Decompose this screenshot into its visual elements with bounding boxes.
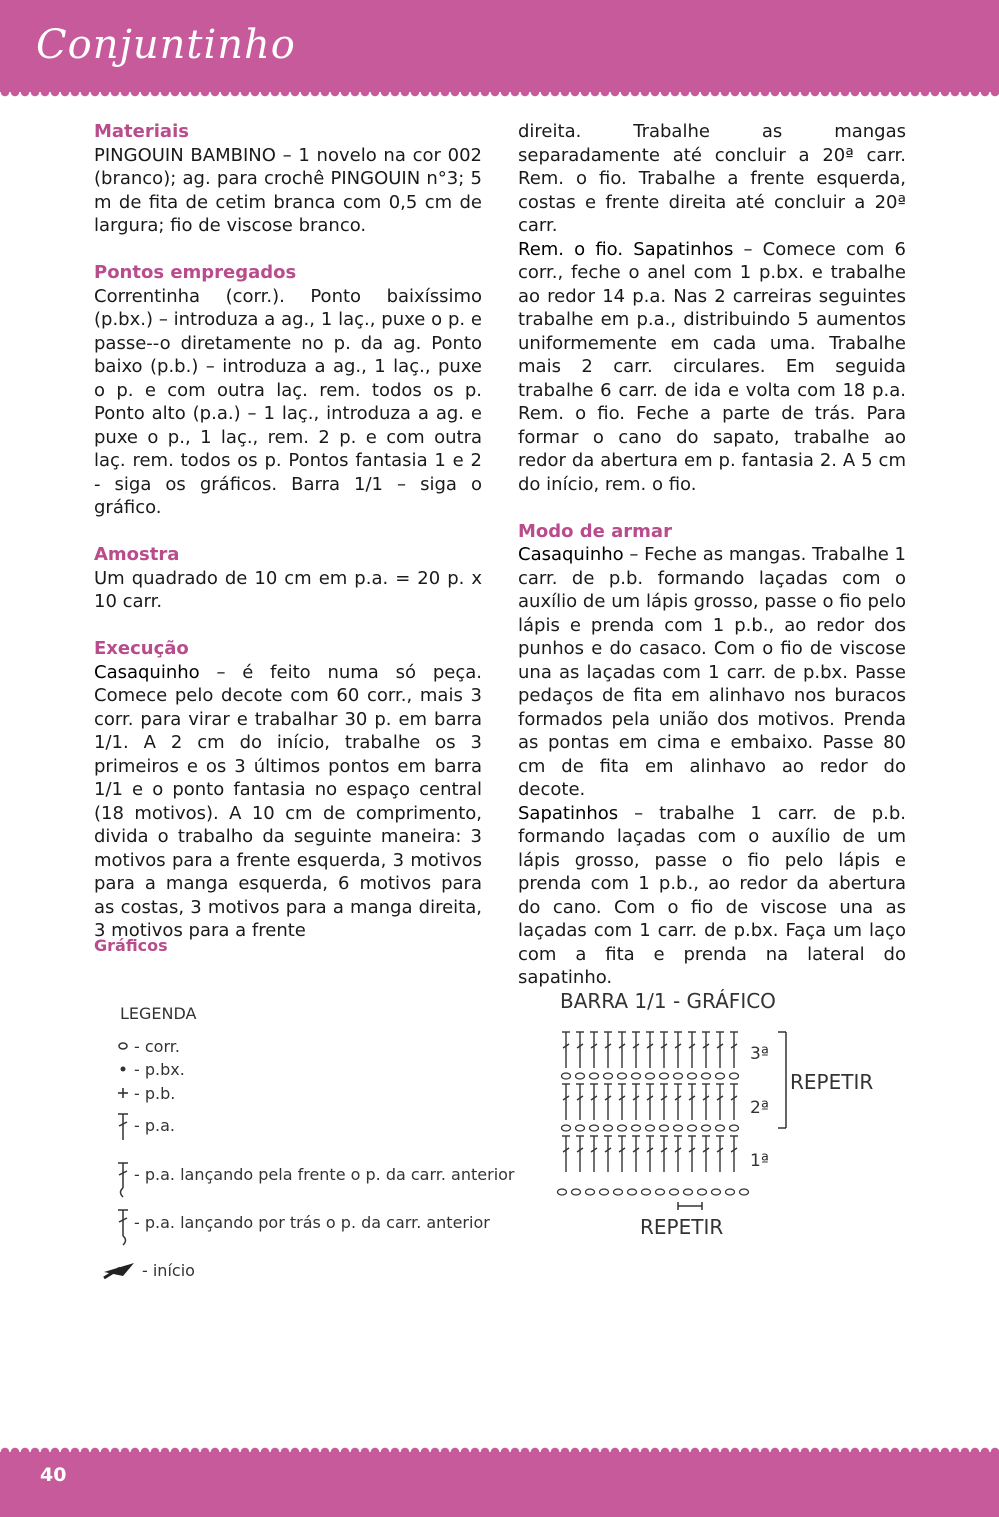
chain-stitch (576, 1125, 585, 1131)
materiais-heading: Materiais (94, 121, 189, 142)
chain-stitch (712, 1189, 721, 1195)
page-number: 40 (40, 1464, 67, 1486)
chain-stitch (576, 1073, 585, 1079)
casaquinho-text: – Feche as mangas. Trabalhe 1 carr. de p.b. formando laçadas com o auxílio de um lápis grosso, passe o fio pelo lápis e prenda com 1 p.b., ao redor dos punhos e do casaco. Com o fio de viscose una as laçadas com 1 carr. de p.bx. Passe pedaços de fita em alinhavo nos buracos formados pela união dos motivos. Prenda as pontas em cima e embaixo. Passe 80 cm de fita em alinhavo ao redor do decote. (518, 544, 906, 800)
chain-stitch (618, 1125, 627, 1131)
repeat-bracket-vertical (778, 1032, 786, 1128)
row-label-1: 1ª (750, 1151, 769, 1171)
chain-icon (119, 1043, 127, 1049)
right-column (518, 120, 906, 990)
legend-label-pa: - p.a. (134, 1116, 175, 1135)
chain-stitch (730, 1073, 739, 1079)
amostra-text: Um quadrado de 10 cm em p.a. = 20 p. x 10 carr. (94, 567, 482, 612)
barra-chart-title: BARRA 1/1 - GRÁFICO (560, 989, 776, 1013)
execucao-paragraph (94, 661, 482, 943)
chain-stitch (632, 1125, 641, 1131)
chain-stitch (702, 1125, 711, 1131)
chain-stitch (586, 1189, 595, 1195)
chain-stitch (590, 1073, 599, 1079)
modo-heading: Modo de armar (518, 520, 672, 542)
chain-stitch (670, 1189, 679, 1195)
chain-stitch (646, 1125, 655, 1131)
chain-stitch (614, 1189, 623, 1195)
chain-stitch (572, 1189, 581, 1195)
row-label-2: 2ª (750, 1098, 769, 1118)
legend-label-pbx: - p.bx. (134, 1060, 185, 1079)
plus-icon (118, 1088, 128, 1098)
row-label-3: 3ª (750, 1044, 769, 1064)
rem-lead: Rem. o fio. Sapatinhos (518, 238, 734, 260)
chain-stitch (558, 1189, 567, 1195)
chain-stitch (698, 1189, 707, 1195)
chain-stitch (702, 1073, 711, 1079)
front-post-icon (118, 1163, 128, 1197)
sapatinhos-execucao-paragraph (518, 238, 906, 497)
sapatinhos-paragraph (518, 802, 906, 990)
chain-stitch (730, 1125, 739, 1131)
casaquinho-lead: Casaquinho (518, 544, 624, 565)
rem-text: – Comece com 6 corr., feche o anel com 1 p.bx. e trabalhe ao redor 14 p.a. Nas 2 carreiras seguintes trabalhe em p.a., distribuindo 5 aumentos uniformemente em cada uma. Trabalhe mais 2 carr. circulares. Em seguida trabalhe 6 carr. de ida e volta com 18 p.a. Rem. o fio. Feche a parte de trás. Para formar o cano do sapato, trabalhe ao redor da abertura em p. fantasia 2. A 5 cm do início, rem. o fio. (518, 238, 906, 495)
chain-stitch (674, 1125, 683, 1131)
execucao-lead: Casaquinho (94, 661, 200, 683)
sapatinhos-text: – trabalhe 1 carr. de p.b. formando laçadas com o auxílio de um lápis grosso, passe o fio pelo lápis e prenda com 1 p.b., ao redor da abertura do cano. Com o fio de viscose una as laçadas com 1 carr. de p.bx. Faça um laço com a fita e prenda na lateral do sapatinho. (518, 802, 906, 988)
chain-stitch (656, 1189, 665, 1195)
execucao-heading: Execução (94, 638, 189, 659)
legend-label-back-post: - p.a. lançando por trás o p. da carr. anterior (134, 1213, 490, 1232)
execucao-text: – é feito numa só peça. Comece pelo decote com 60 corr., mais 3 corr. para virar e trabalhar 30 p. em barra 1/1. A 2 cm do início, trabalhe os 3 primeiros e os 3 últimos pontos em barra 1/1 e o ponto fantasia no espaço central (18 motivos). A 10 cm de comprimento, divida o trabalho da seguinte maneira: 3 motivos para a frente esquerda, 3 motivos para a manga esquerda, 6 motivos para as costas, 3 motivos para a manga direita, 3 motivos para a frente (94, 661, 482, 941)
page-title: Conjuntinho (36, 22, 296, 68)
materiais-text: PINGOUIN BAMBINO – 1 novelo na cor 002 (branco); ag. para crochê PINGOUIN n°3; 5 m de fita de cetim branca com 0,5 cm de largura; fio de viscose branco. (94, 144, 482, 236)
left-column (94, 120, 482, 943)
stitch-grid (558, 1032, 749, 1195)
scallop-border-top (0, 92, 999, 100)
chain-stitch (604, 1125, 613, 1131)
chain-stitch (604, 1073, 613, 1079)
chain-stitch (562, 1073, 571, 1079)
chain-stitch (590, 1125, 599, 1131)
chain-stitch (642, 1189, 651, 1195)
sapatinhos-lead: Sapatinhos (518, 802, 619, 824)
chain-stitch (618, 1073, 627, 1079)
pontos-text: Correntinha (corr.). Ponto baixíssimo (p.bx.) – introduza a ag., 1 laç., puxe o p. e passe--o diretamente no p. da ag. Ponto baixo (p.b.) – introduza a ag., 1 laç., puxe o p. e com outra laç. rem. todos os p. Ponto alto (p.a.) – 1 laç., introduza a ag. e puxe o p., 1 laç., rem. 2 p. e com outra laç. rem. todos os p. Pontos fantasia 1 e 2 - siga os gráficos. Barra 1/1 – siga o gráfico. (94, 285, 482, 518)
chain-stitch (632, 1073, 641, 1079)
legend-label-inicio: - início (142, 1261, 195, 1280)
chain-stitch (688, 1073, 697, 1079)
repeat-bracket-horizontal (678, 1202, 702, 1210)
double-crochet-icon (118, 1114, 128, 1140)
scallop-border-bottom (0, 1444, 999, 1452)
chain-stitch (628, 1189, 637, 1195)
chain-stitch (660, 1073, 669, 1079)
chain-stitch (726, 1189, 735, 1195)
dot-icon (121, 1067, 126, 1072)
chain-stitch (688, 1125, 697, 1131)
page-header (0, 0, 999, 92)
legend-label-corr: - corr. (134, 1037, 180, 1056)
barra-chart (550, 980, 910, 1250)
continuation-text: direita. Trabalhe as mangas separadamente até concluir a 20ª carr. Rem. o fio. Trabalhe a frente esquerda, costas e frente direita até concluir a 20ª carr. (518, 121, 906, 236)
chain-stitch (660, 1125, 669, 1131)
legend-label-front-post: - p.a. lançando pela frente o p. da carr. anterior (134, 1165, 515, 1184)
chain-stitch (716, 1073, 725, 1079)
back-post-icon (118, 1210, 128, 1245)
repeat-label-vertical: REPETIR (790, 1070, 874, 1094)
chain-stitch (684, 1189, 693, 1195)
repeat-label-horizontal: REPETIR (640, 1215, 724, 1239)
chain-stitch (740, 1189, 749, 1195)
chain-stitch (716, 1125, 725, 1131)
pontos-heading: Pontos empregados (94, 262, 297, 283)
amostra-heading: Amostra (94, 544, 180, 565)
legend-title: LEGENDA (120, 1004, 197, 1023)
graficos-heading: Gráficos (94, 936, 168, 955)
page-footer (0, 1452, 999, 1517)
chain-stitch (562, 1125, 571, 1131)
legend-diagram (90, 980, 540, 1300)
legend-label-pb: - p.b. (134, 1084, 176, 1103)
chain-stitch (600, 1189, 609, 1195)
start-arrow-icon (104, 1263, 134, 1278)
chain-stitch (646, 1073, 655, 1079)
chain-stitch (674, 1073, 683, 1079)
casaquinho-paragraph (518, 543, 906, 802)
